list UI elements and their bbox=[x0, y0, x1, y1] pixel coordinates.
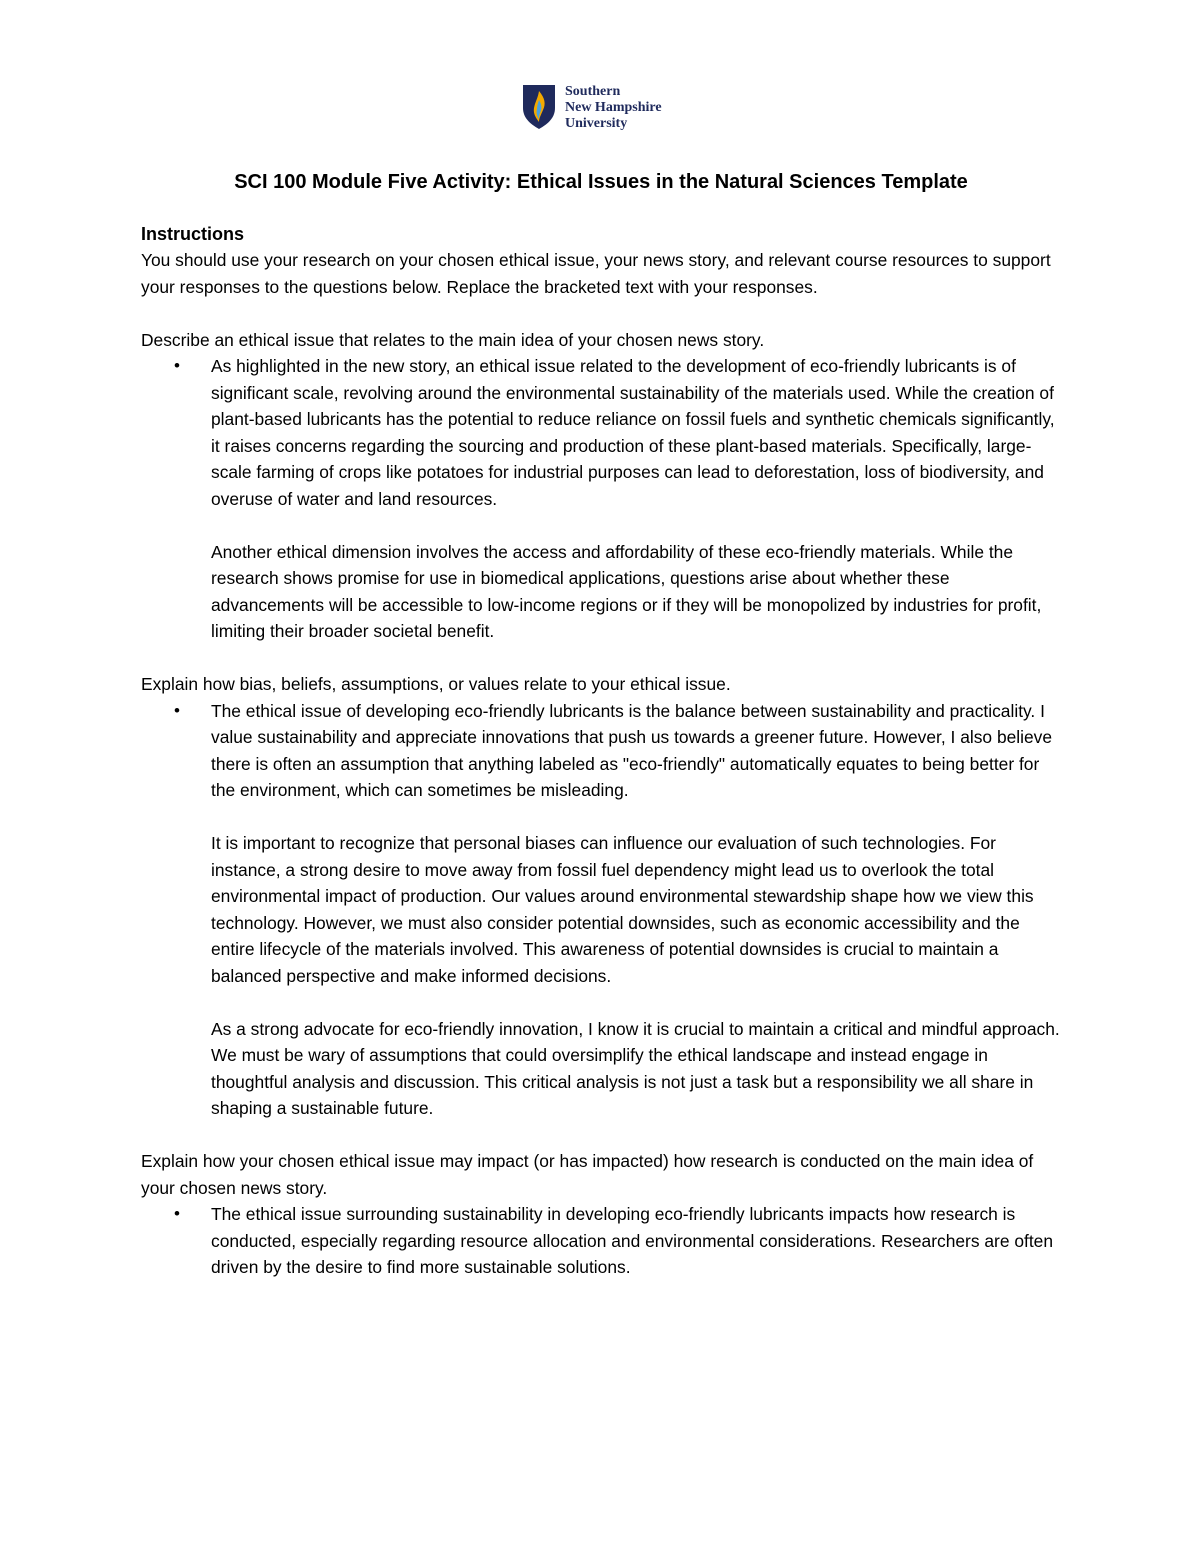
instructions-text: You should use your research on your chosen ethical issue, your news story, and relevant course resources to support your responses to the questions below. Replace the bracketed text with your responses. bbox=[141, 250, 1051, 297]
answer-list-1 bbox=[141, 353, 1061, 645]
answer-paragraph: It is important to recognize that personal biases can influence our evaluation of such technologies. For instance, a strong desire to move away from fossil fuel dependency might lead us to overlook the total environmental impact of production. Our values around environmental stewardship shape how we view this technology. However, we must also consider potential downsides, such as economic accessibility and the entire lifecycle of the materials involved. This awareness of potential downsides is crucial to maintain a balanced perspective and make informed decisions. bbox=[211, 833, 1034, 986]
answer-paragraph: Another ethical dimension involves the access and affordability of these eco-friendly materials. While the research shows promise for use in biomedical applications, questions arise about whether these advancements will be accessible to low-income regions or if they will be monopolized by industries for profit, limiting their broader societal benefit. bbox=[211, 541, 1042, 641]
instructions-heading: Instructions bbox=[141, 224, 245, 244]
answer-paragraph: The ethical issue surrounding sustainability in developing eco-friendly lubricants impacts how research is conducted, especially regarding resource allocation and environmental considerations. Researchers are often driven by the desire to find more sustainable solutions. bbox=[211, 1204, 1054, 1277]
answer-item bbox=[141, 698, 1061, 1122]
answer-item bbox=[141, 353, 1061, 645]
logo-wordmark bbox=[565, 84, 662, 132]
answer-item bbox=[141, 1201, 1061, 1281]
answer-list-3 bbox=[141, 1201, 1061, 1281]
answer-paragraph: As highlighted in the new story, an ethical issue related to the development of eco-friendly lubricants is of significant scale, revolving around the environmental sustainability of the materials used. While the creation of plant-based lubricants has the potential to reduce reliance on fossil fuels and synthetic chemicals significantly, it raises concerns regarding the sourcing and production of these plant-based materials. Specifically, large-scale farming of crops like potatoes for industrial purposes can lead to deforestation, loss of biodiversity, and overuse of water and land resources. bbox=[211, 356, 1055, 509]
document-title: SCI 100 Module Five Activity: Ethical Issues in the Natural Sciences Template bbox=[234, 171, 968, 193]
question-3: Explain how your chosen ethical issue may impact (or has impacted) how research is conducted on the main idea of your chosen news story. bbox=[141, 1151, 1034, 1198]
answer-paragraph: As a strong advocate for eco-friendly innovation, I know it is crucial to maintain a critical and mindful approach. We must be wary of assumptions that could oversimplify the ethical landscape and instead engage in thoughtful analysis and discussion. This critical analysis is not just a task but a responsibility we all share in shaping a sustainable future. bbox=[211, 1018, 1060, 1118]
shield-flame-icon bbox=[522, 84, 556, 130]
bullet-icon: • bbox=[174, 700, 180, 720]
university-logo bbox=[522, 84, 662, 132]
question-1: Describe an ethical issue that relates to the main idea of your chosen news story. bbox=[141, 329, 765, 350]
answer-list-2 bbox=[141, 698, 1061, 1122]
question-2: Explain how bias, beliefs, assumptions, or values relate to your ethical issue. bbox=[141, 674, 731, 694]
document-body bbox=[141, 168, 1061, 1281]
logo-line-3: University bbox=[565, 116, 628, 131]
answer-paragraph: The ethical issue of developing eco-friendly lubricants is the balance between sustainability and practicality. I value sustainability and appreciate innovations that push us towards a greener future. However, I also believe there is often an assumption that anything labeled as "eco-friendly" automatically equates to being better for the environment, which can sometimes be misleading. bbox=[211, 700, 1053, 800]
logo-line-2: New Hampshire bbox=[565, 100, 662, 115]
bullet-icon: • bbox=[174, 1204, 180, 1223]
logo-line-1: Southern bbox=[565, 84, 621, 99]
bullet-icon: • bbox=[174, 356, 180, 375]
